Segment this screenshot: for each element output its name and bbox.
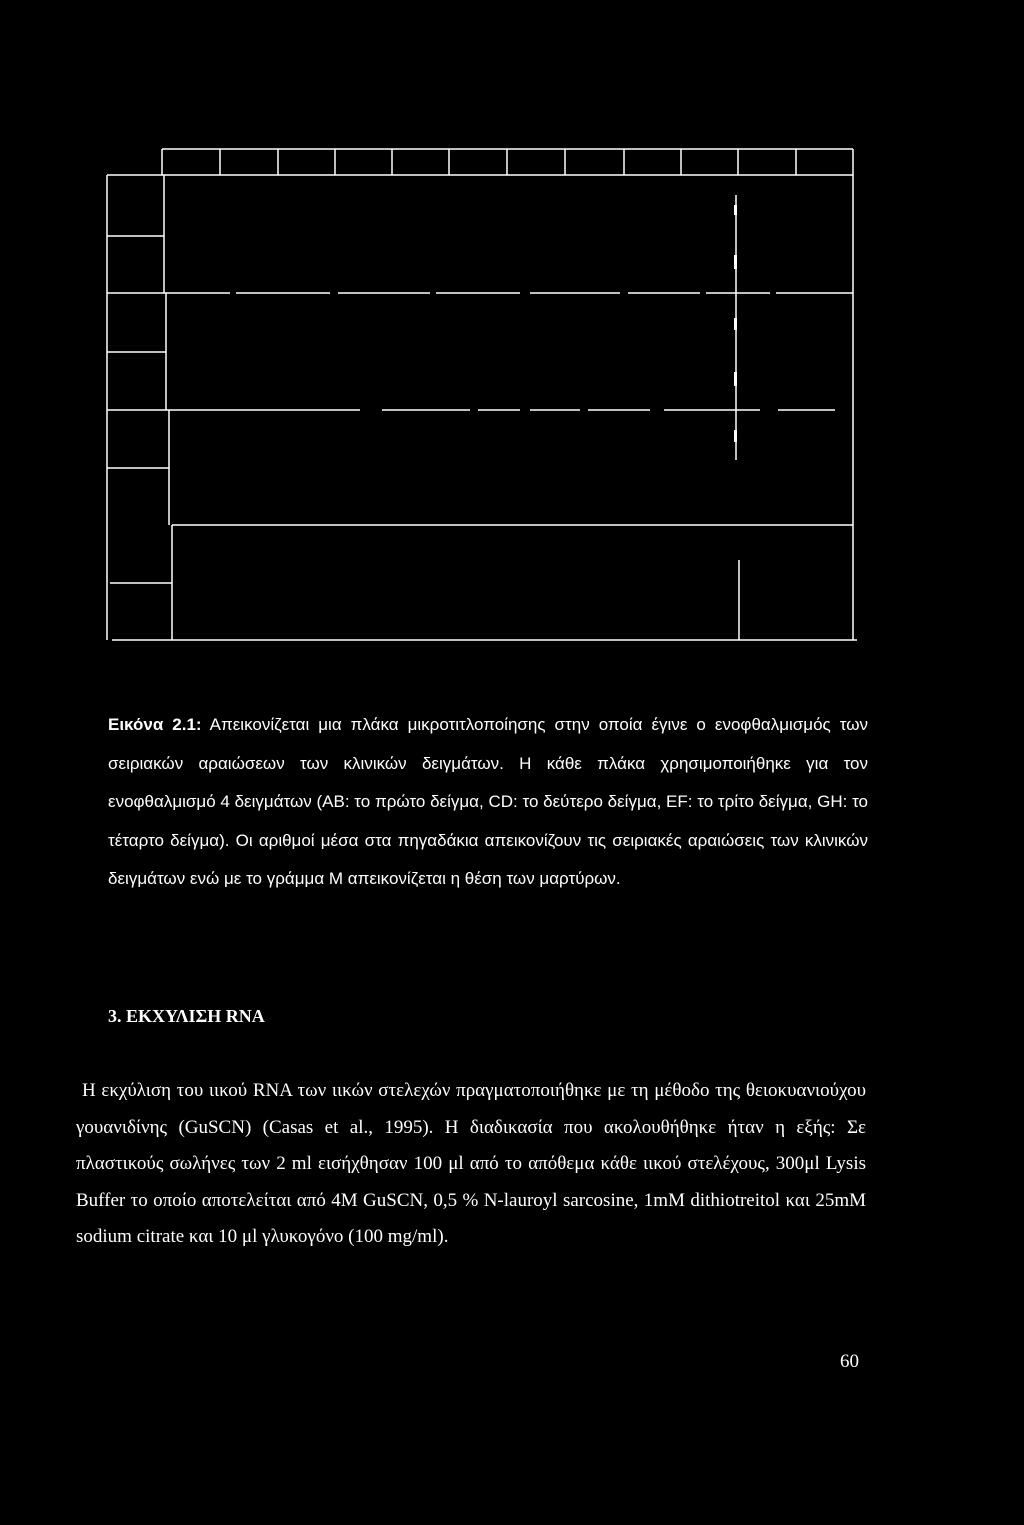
plate-grid-drawing	[0, 0, 1024, 660]
plate-column-header	[107, 149, 853, 175]
section-body-paragraph: Η εκχύλιση του ιικού RNA των ιικών στελεχών πραγματοποιήθηκε με τη μέθοδο της θειοκυανιούχου γουανιδίνης (GuSCN) (Casas et al., 1995). Η διαδικασία που ακολουθήθηκε ήταν η εξής: Σε πλαστικούς σωλήνες των 2 ml εισήχθησαν 100 μl από το απόθεμα κάθε ιικού στελέχους, 300μl Lysis Buffer το οποίο αποτελείται από 4M GuSCN, 0,5 % N-lauroyl sarcosine, 1mM dithiotreitol και 25mM sodium citrate και 10 μl γλυκογόνο (100 mg/ml).	[76, 1080, 866, 1247]
microtiter-plate-figure	[0, 0, 1024, 660]
plate-row-label-column	[107, 175, 172, 640]
section-heading: 3. ΕΚΧΥΛΙΣΗ RNA	[108, 1006, 265, 1026]
plate-control-column	[734, 195, 739, 640]
figure-caption-label: Εικόνα 2.1:	[108, 715, 202, 734]
figure-caption	[108, 706, 868, 899]
figure-caption-text: Απεικονίζεται μια πλάκα μικροτιτλοποίησης στην οποία έγινε ο ενοφθαλμισμός των σειριακών αραιώσεων των κλινικών δειγμάτων. Η κάθε πλάκα χρησιμοποιήθηκε για τον ενοφθαλμισμό 4 δειγμάτων (AB: το πρώτο δείγμα, CD: το δεύτερο δείγμα, EF: το τρίτο δείγμα, GH: το τέταρτο δείγμα). Οι αριθμοί μέσα στα πηγαδάκια απεικονίζουν τις σειριακές αραιώσεις των κλινικών δειγμάτων ενώ με το γράμμα M απεικονίζεται η θέση των μαρτύρων.	[108, 715, 868, 888]
page-number: 60	[840, 1351, 859, 1372]
plate-sample-dividers	[107, 293, 853, 525]
plate-outer-frame	[107, 175, 857, 640]
